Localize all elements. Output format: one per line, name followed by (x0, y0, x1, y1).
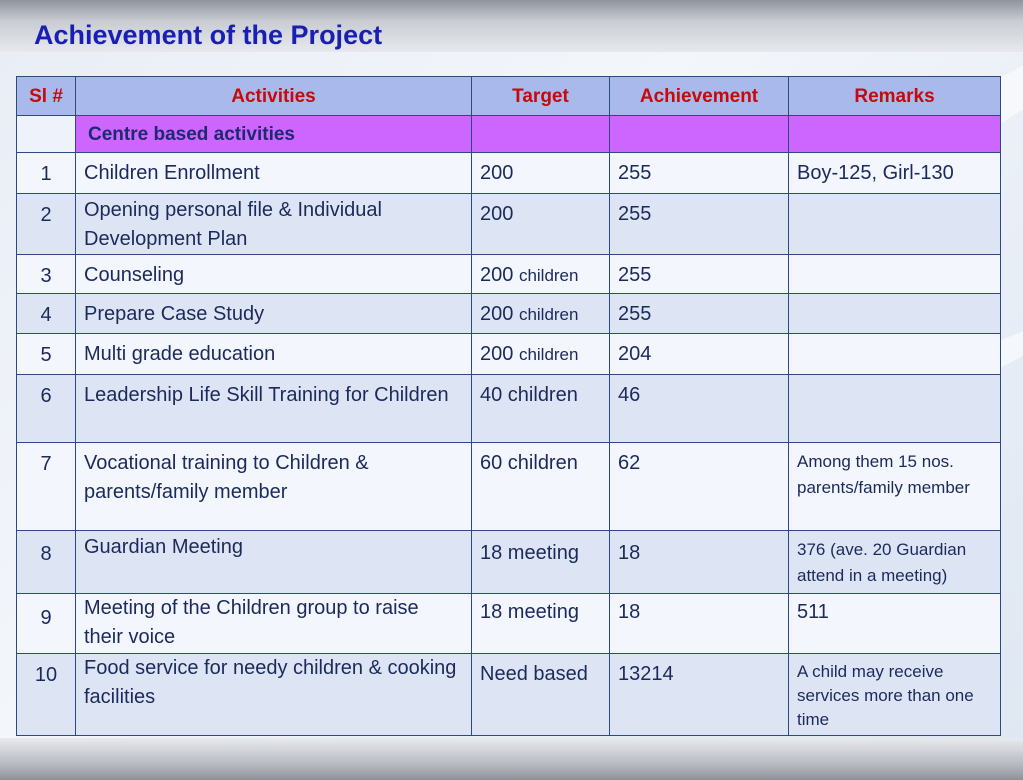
cell-activity: Multi grade education (76, 334, 472, 375)
section-empty-cell (610, 116, 789, 153)
cell-achievement: 18 (610, 594, 789, 654)
cell-sl: 7 (17, 443, 76, 531)
section-label: Centre based activities (88, 123, 295, 145)
cell-achievement: 204 (610, 334, 789, 375)
section-label-cell (76, 116, 472, 153)
cell-achievement: 255 (610, 194, 789, 255)
cell-target: 18 meeting (472, 531, 610, 594)
target-value: 200 (480, 264, 514, 286)
table-row (17, 153, 1001, 194)
cell-remarks (789, 334, 1001, 375)
cell-achievement: 46 (610, 375, 789, 443)
cell-target: Need based (472, 654, 610, 736)
cell-sl: 2 (17, 194, 76, 255)
cell-target: 40 children (472, 375, 610, 443)
cell-activity: Food service for needy children & cooking facilities (76, 654, 472, 736)
cell-remarks (789, 255, 1001, 294)
cell-remarks: 376 (ave. 20 Guardian attend in a meeting) (789, 531, 1001, 594)
cell-achievement: 255 (610, 255, 789, 294)
cell-sl: 5 (17, 334, 76, 375)
section-sl-cell (17, 116, 76, 153)
achievement-table (16, 76, 1001, 736)
table-row (17, 375, 1001, 443)
cell-remarks (789, 194, 1001, 255)
target-value: 200 (480, 303, 514, 325)
cell-activity: Vocational training to Children & parents/family member (76, 443, 472, 531)
cell-sl: 4 (17, 294, 76, 334)
cell-achievement: 255 (610, 294, 789, 334)
header-achievement: Achievement (610, 77, 789, 116)
cell-achievement: 62 (610, 443, 789, 531)
cell-remarks: Among them 15 nos. parents/family member (789, 443, 1001, 531)
section-row (17, 116, 1001, 153)
cell-target (472, 334, 610, 375)
cell-target: 18 meeting (472, 594, 610, 654)
target-unit: children (518, 345, 579, 364)
page-title: Achievement of the Project (34, 20, 383, 50)
table-row (17, 194, 1001, 255)
cell-remarks (789, 294, 1001, 334)
cell-sl: 3 (17, 255, 76, 294)
cell-remarks: A child may receive services more than one time (789, 654, 1001, 736)
table-row (17, 531, 1001, 594)
cell-activity: Prepare Case Study (76, 294, 472, 334)
table-row (17, 255, 1001, 294)
target-unit: children (518, 305, 579, 324)
cell-achievement: 13214 (610, 654, 789, 736)
table-row (17, 294, 1001, 334)
cell-activity: Opening personal file & Individual Development Plan (76, 194, 472, 255)
cell-activity: Guardian Meeting (76, 531, 472, 594)
cell-remarks (789, 375, 1001, 443)
cell-activity: Counseling (76, 255, 472, 294)
header-remarks: Remarks (789, 77, 1001, 116)
cell-achievement: 18 (610, 531, 789, 594)
cell-achievement: 255 (610, 153, 789, 194)
header-activities: Activities (76, 77, 472, 116)
cell-sl: 8 (17, 531, 76, 594)
background-bottom-band (0, 738, 1023, 780)
cell-remarks: Boy-125, Girl-130 (789, 153, 1001, 194)
section-empty-cell (789, 116, 1001, 153)
cell-sl: 10 (17, 654, 76, 736)
cell-activity: Children Enrollment (76, 153, 472, 194)
cell-target: 60 children (472, 443, 610, 531)
cell-target (472, 255, 610, 294)
section-empty-cell (472, 116, 610, 153)
cell-activity: Leadership Life Skill Training for Children (76, 375, 472, 443)
table-header-row (17, 77, 1001, 116)
cell-activity: Meeting of the Children group to raise their voice (76, 594, 472, 654)
header-target: Target (472, 77, 610, 116)
target-unit: children (518, 266, 579, 285)
cell-sl: 1 (17, 153, 76, 194)
table-row (17, 443, 1001, 531)
cell-target (472, 294, 610, 334)
table-row (17, 334, 1001, 375)
header-sl: Sl # (17, 77, 76, 116)
cell-remarks: 511 (789, 594, 1001, 654)
cell-sl: 9 (17, 594, 76, 654)
cell-target: 200 (472, 153, 610, 194)
table-row (17, 654, 1001, 736)
cell-target: 200 (472, 194, 610, 255)
cell-sl: 6 (17, 375, 76, 443)
table-row (17, 594, 1001, 654)
target-value: 200 (480, 343, 514, 365)
